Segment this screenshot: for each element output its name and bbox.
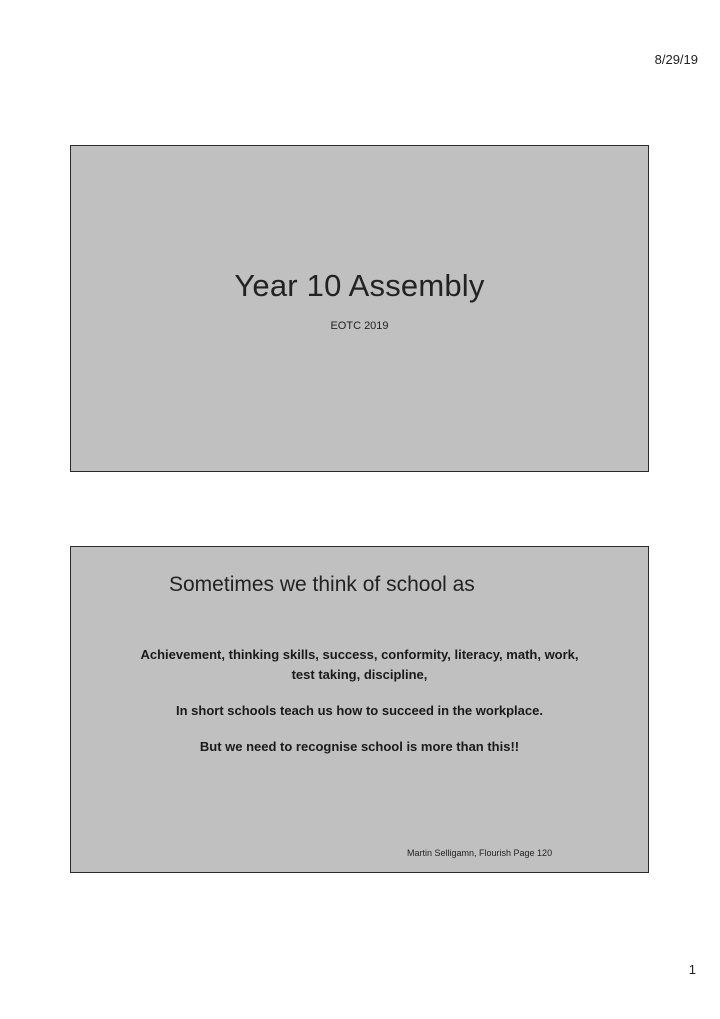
slide-1 [70, 145, 649, 472]
slide-2-paragraph-3: But we need to recognise school is more than this!! [199, 739, 520, 754]
slide-2-paragraph-1: Achievement, thinking skills, success, conformity, literacy, math, work, test taking, discipline, [140, 647, 579, 682]
page-number: 1 [688, 962, 696, 977]
slide-1-subtitle: EOTC 2019 [330, 320, 389, 332]
slide-2-body [131, 645, 588, 773]
slide-2-citation: Martin Selligamn, Flourish Page 120 [407, 848, 553, 858]
slide-2-title: Sometimes we think of school as [169, 573, 475, 596]
slide-2-paragraph-2: In short schools teach us how to succeed in the workplace. [176, 703, 543, 718]
slide-2 [70, 546, 649, 873]
page-date: 8/29/19 [654, 52, 698, 67]
slide-1-title: Year 10 Assembly [234, 268, 485, 303]
